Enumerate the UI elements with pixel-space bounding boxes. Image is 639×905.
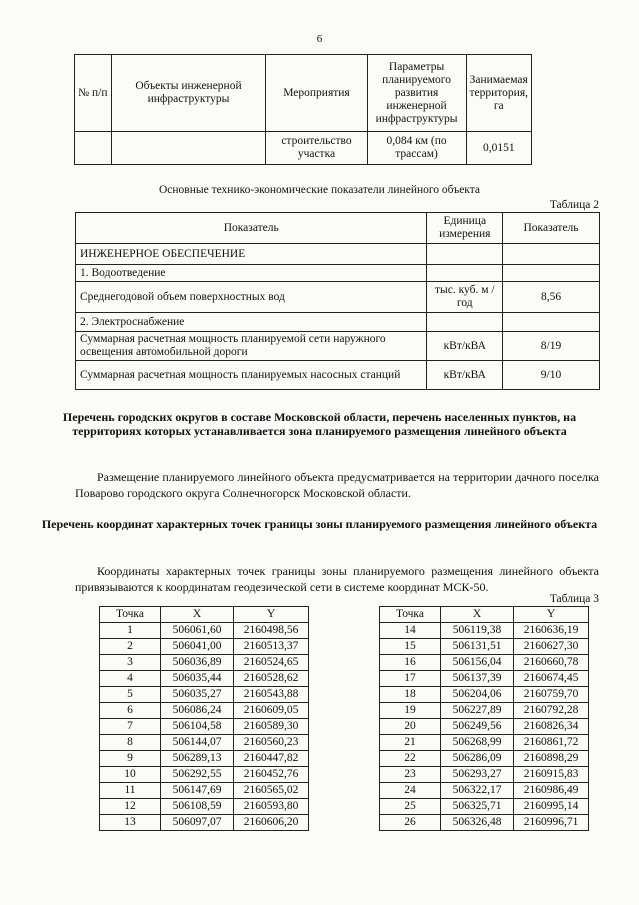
table-row xyxy=(76,244,600,265)
table-cell: 2160826,34 xyxy=(514,719,589,735)
section-paragraph-location: Размещение планируемого линейного объекта предусматривается на территории дачного поселка Поварово городского округа Солнечногорск Московской области. xyxy=(75,470,599,500)
table-cell: 4 xyxy=(100,671,161,687)
table-cell: 2160660,78 xyxy=(514,655,589,671)
table-cell: 18 xyxy=(380,687,441,703)
table-row xyxy=(380,783,589,799)
column-header: Y xyxy=(514,607,589,623)
table-cell: 506249,56 xyxy=(441,719,514,735)
table-cell: 2160792,28 xyxy=(514,703,589,719)
table-cell: 25 xyxy=(380,799,441,815)
table-cell: 506137,39 xyxy=(441,671,514,687)
table-row xyxy=(100,687,309,703)
table-cell: 2160528,62 xyxy=(234,671,309,687)
table-cell: 2160447,82 xyxy=(234,751,309,767)
table-cell: 22 xyxy=(380,751,441,767)
table-cell xyxy=(503,244,600,265)
table-cell: 19 xyxy=(380,703,441,719)
table-cell: кВт/кВА xyxy=(427,361,503,390)
table-row xyxy=(100,623,309,639)
table-cell: 12 xyxy=(100,799,161,815)
table-row xyxy=(100,783,309,799)
table-row xyxy=(76,282,600,313)
table-row xyxy=(100,735,309,751)
table-cell: 17 xyxy=(380,671,441,687)
table-cell: 2160606,20 xyxy=(234,815,309,831)
column-header: Показатель xyxy=(76,213,427,244)
table-cell: 506061,60 xyxy=(161,623,234,639)
table-row xyxy=(380,687,589,703)
table-cell: 506041,00 xyxy=(161,639,234,655)
column-header: Занимаемая территория, га xyxy=(466,55,532,132)
table-header-row xyxy=(76,213,600,244)
table2-caption: Основные технико-экономические показатели линейного объекта xyxy=(158,184,481,196)
table-cell: Суммарная расчетная мощность планируемой сети наружного освещения автомобильной дороги xyxy=(76,332,427,361)
table-cell: 1 xyxy=(100,623,161,639)
table-row xyxy=(76,361,600,390)
table-row xyxy=(380,751,589,767)
table-cell: 506086,24 xyxy=(161,703,234,719)
table-cell: 14 xyxy=(380,623,441,639)
table-row xyxy=(100,751,309,767)
table-cell: 2160627,30 xyxy=(514,639,589,655)
table-cell: 24 xyxy=(380,783,441,799)
table-header-row xyxy=(75,55,532,132)
table-cell xyxy=(111,132,266,165)
table-cell: 506227,89 xyxy=(441,703,514,719)
table-cell: 2160452,76 xyxy=(234,767,309,783)
column-header: Y xyxy=(234,607,309,623)
table-cell: 23 xyxy=(380,767,441,783)
table-cell: 8 xyxy=(100,735,161,751)
table-cell: 506144,07 xyxy=(161,735,234,751)
table-cell: ИНЖЕНЕРНОЕ ОБЕСПЕЧЕНИЕ xyxy=(76,244,427,265)
column-header: X xyxy=(441,607,514,623)
table-row xyxy=(76,265,600,282)
table-row xyxy=(100,671,309,687)
table-cell: 3 xyxy=(100,655,161,671)
table-cell: 2160861,72 xyxy=(514,735,589,751)
column-header: Единица измерения xyxy=(427,213,503,244)
table-cell: 506322,17 xyxy=(441,783,514,799)
table-cell: 2160898,29 xyxy=(514,751,589,767)
table-cell: 2160996,71 xyxy=(514,815,589,831)
section-heading-districts: Перечень городских округов в составе Московской области, перечень населенных пунктов, на территориях которых устанавливается зона планируемого размещения линейного объекта xyxy=(62,410,577,438)
table-row xyxy=(100,703,309,719)
page-number: 6 xyxy=(316,33,323,45)
table-row xyxy=(380,735,589,751)
table-cell: 0,084 км (по трассам) xyxy=(367,132,466,165)
indicators-table xyxy=(75,212,600,390)
table-row xyxy=(380,767,589,783)
table-row xyxy=(75,132,532,165)
table-cell: 8,56 xyxy=(503,282,600,313)
table-cell: 20 xyxy=(380,719,441,735)
section-paragraph-coordinates: Координаты характерных точек границы зоны планируемого размещения линейного объекта привязываются к координатам геодезической сети в системе координат МСК-50. xyxy=(75,564,599,594)
table-row xyxy=(100,799,309,815)
table-cell: 506292,55 xyxy=(161,767,234,783)
table-cell: 506293,27 xyxy=(441,767,514,783)
table-row xyxy=(100,655,309,671)
table-row xyxy=(100,815,309,831)
table-cell: 506204,06 xyxy=(441,687,514,703)
column-header: X xyxy=(161,607,234,623)
table-cell xyxy=(427,313,503,332)
column-header: Показатель xyxy=(503,213,600,244)
table-cell: 0,0151 xyxy=(466,132,532,165)
section-heading-coordinates: Перечень координат характерных точек границы зоны планируемого размещения линейного объекта xyxy=(41,517,598,531)
table-cell: 1. Водоотведение xyxy=(76,265,427,282)
table-cell: 2160915,83 xyxy=(514,767,589,783)
column-header: Параметры планируемого развития инженерной инфраструктуры xyxy=(367,55,466,132)
table-row xyxy=(380,655,589,671)
table-cell: 13 xyxy=(100,815,161,831)
table-cell: 2160986,49 xyxy=(514,783,589,799)
column-header: Точка xyxy=(380,607,441,623)
table-cell: 506097,07 xyxy=(161,815,234,831)
table2-label: Таблица 2 xyxy=(549,199,599,211)
table-row xyxy=(76,332,600,361)
column-header: Точка xyxy=(100,607,161,623)
table-cell: 2. Электроснабжение xyxy=(76,313,427,332)
table-cell: 16 xyxy=(380,655,441,671)
table-cell: 5 xyxy=(100,687,161,703)
table-header-row xyxy=(100,607,309,623)
table-cell: 2160524,65 xyxy=(234,655,309,671)
table-cell: 506035,27 xyxy=(161,687,234,703)
column-header: Объекты инженерной инфраструктуры xyxy=(111,55,266,132)
table-cell: 8/19 xyxy=(503,332,600,361)
table-cell: 2160759,70 xyxy=(514,687,589,703)
table-row xyxy=(380,623,589,639)
table-cell: 2160995,14 xyxy=(514,799,589,815)
table-cell xyxy=(503,265,600,282)
table-cell: 506326,48 xyxy=(441,815,514,831)
table-cell: 2160565,02 xyxy=(234,783,309,799)
table-cell xyxy=(427,265,503,282)
table-cell: строительство участка xyxy=(266,132,367,165)
table-cell: 9 xyxy=(100,751,161,767)
table-cell: 506268,99 xyxy=(441,735,514,751)
table-cell: Среднегодовой объем поверхностных вод xyxy=(76,282,427,313)
table-cell: 2160498,56 xyxy=(234,623,309,639)
table-cell: 506147,69 xyxy=(161,783,234,799)
table-cell: 11 xyxy=(100,783,161,799)
table-cell: 506036,89 xyxy=(161,655,234,671)
table-cell: 506156,04 xyxy=(441,655,514,671)
table-cell: 2160609,05 xyxy=(234,703,309,719)
table-row xyxy=(380,671,589,687)
table-cell: 10 xyxy=(100,767,161,783)
table-cell: 9/10 xyxy=(503,361,600,390)
table-row xyxy=(380,639,589,655)
table-cell: 506325,71 xyxy=(441,799,514,815)
table-row xyxy=(380,703,589,719)
column-header: № п/п xyxy=(75,55,112,132)
table-cell: 2160543,88 xyxy=(234,687,309,703)
table-row xyxy=(100,639,309,655)
table-cell xyxy=(75,132,112,165)
table-cell: 2160674,45 xyxy=(514,671,589,687)
table-cell: 506286,09 xyxy=(441,751,514,767)
table-cell: 26 xyxy=(380,815,441,831)
column-header: Мероприятия xyxy=(266,55,367,132)
table-row xyxy=(76,313,600,332)
table-row xyxy=(380,815,589,831)
table-row xyxy=(100,719,309,735)
table-cell: кВт/кВА xyxy=(427,332,503,361)
table-row xyxy=(100,767,309,783)
coordinates-table-left xyxy=(99,606,309,831)
table-cell: 506289,13 xyxy=(161,751,234,767)
table-cell: 506119,38 xyxy=(441,623,514,639)
table-cell: 21 xyxy=(380,735,441,751)
table-cell: 6 xyxy=(100,703,161,719)
table-cell: 2 xyxy=(100,639,161,655)
table-cell: 506104,58 xyxy=(161,719,234,735)
table-cell: 506035,44 xyxy=(161,671,234,687)
table-cell: 7 xyxy=(100,719,161,735)
table-cell: Суммарная расчетная мощность планируемых насосных станций xyxy=(76,361,427,390)
table-cell xyxy=(427,244,503,265)
table-cell: 2160636,19 xyxy=(514,623,589,639)
table-header-row xyxy=(380,607,589,623)
table-cell: 506131,51 xyxy=(441,639,514,655)
table-row xyxy=(380,719,589,735)
table-cell: 2160589,30 xyxy=(234,719,309,735)
table3-label: Таблица 3 xyxy=(549,593,599,605)
infrastructure-table xyxy=(74,54,532,165)
table-cell: 2160593,80 xyxy=(234,799,309,815)
table-cell: 506108,59 xyxy=(161,799,234,815)
table-cell: тыс. куб. м /год xyxy=(427,282,503,313)
table-cell: 15 xyxy=(380,639,441,655)
table-cell xyxy=(503,313,600,332)
coordinates-table-right xyxy=(379,606,589,831)
table-cell: 2160560,23 xyxy=(234,735,309,751)
table-cell: 2160513,37 xyxy=(234,639,309,655)
table-row xyxy=(380,799,589,815)
